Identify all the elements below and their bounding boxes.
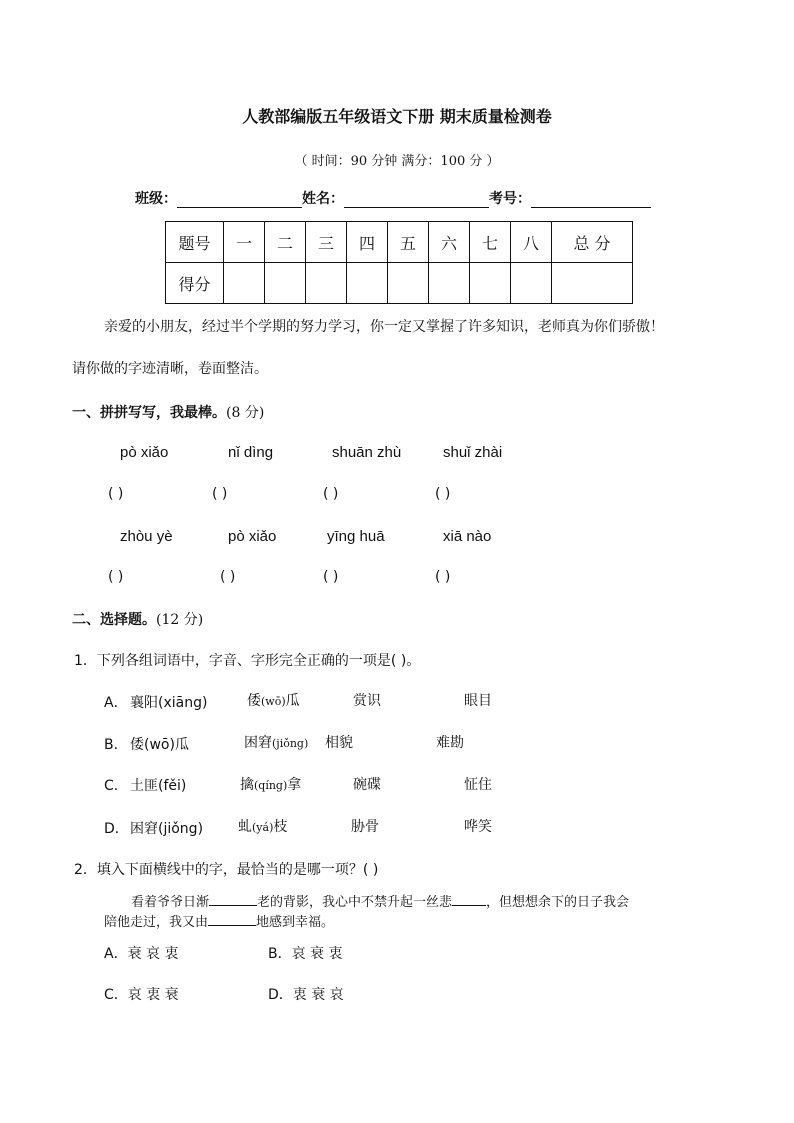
q1-option-text: 碗碟	[353, 777, 381, 793]
number-field[interactable]	[531, 189, 651, 208]
section-1-heading	[72, 402, 264, 422]
q2-option-label: B．	[268, 946, 292, 962]
q1-option-d-label[interactable]: D．	[104, 821, 129, 837]
pinyin-item: shuān zhù	[332, 444, 402, 461]
passage-text: 地感到幸福。	[256, 915, 335, 930]
question-1-stem: 1．下列各组词语中，字音、字形完全正确的一项是( )。	[74, 653, 421, 669]
score-cell: 七	[470, 222, 511, 263]
q2-option-b[interactable]	[268, 943, 343, 963]
score-input-cell[interactable]	[429, 263, 470, 304]
class-label: 班级：	[135, 191, 177, 207]
score-cell: 二	[265, 222, 306, 263]
q1-option-text: 胁骨	[351, 819, 379, 835]
q1-option-text: 赏识	[353, 693, 381, 709]
pinyin-item: pò xiǎo	[120, 444, 169, 461]
answer-blank[interactable]: ( )	[212, 486, 228, 502]
q1-option-text	[238, 816, 287, 836]
fill-blank[interactable]	[208, 925, 256, 926]
q1-char: 倭	[247, 693, 261, 709]
q2-option-text: 哀 衰 衷	[291, 946, 343, 962]
pinyin-item: xiā nào	[443, 528, 492, 545]
pinyin-item: shuǐ zhài	[443, 444, 503, 461]
q1-pinyin: (yá)	[252, 821, 274, 834]
q1-char: 枝	[273, 819, 288, 835]
answer-blank[interactable]: ( )	[323, 486, 339, 502]
score-table-header-row	[166, 222, 633, 263]
passage-text: 老的背影，我心中不禁升起一丝悲	[257, 895, 453, 910]
q2-option-text: 衰 哀 衷	[127, 946, 179, 962]
q1-pinyin: (jiǒng)	[272, 737, 309, 750]
score-input-cell[interactable]	[470, 263, 511, 304]
score-input-cell[interactable]	[265, 263, 306, 304]
q1-option-a-label[interactable]: A．	[104, 695, 128, 711]
q1-pinyin: (wō)	[261, 695, 286, 708]
score-cell: 五	[388, 222, 429, 263]
fill-blank[interactable]	[452, 905, 486, 906]
q2-option-d[interactable]	[268, 984, 344, 1004]
pinyin-item: nǐ dìng	[228, 444, 274, 461]
score-table	[165, 221, 633, 304]
score-input-cell[interactable]	[306, 263, 347, 304]
number-label: 考号：	[489, 191, 531, 207]
score-cell: 题号	[166, 222, 224, 263]
q1-option-text: 土匪(fěi)	[130, 778, 187, 794]
pinyin-item: pò xiǎo	[228, 528, 277, 545]
section-1-points: (8 分)	[226, 405, 265, 421]
q1-option-text: 相貌	[325, 735, 353, 751]
score-input-cell[interactable]	[552, 263, 633, 304]
answer-blank[interactable]: ( )	[435, 569, 451, 585]
answer-blank[interactable]: ( )	[323, 569, 339, 585]
q1-char: 擒	[240, 777, 254, 793]
name-label: 姓名：	[302, 191, 344, 207]
q1-option-c-label[interactable]: C．	[104, 778, 128, 794]
pinyin-item: yīng huā	[327, 528, 385, 545]
passage-text: 陪他走过，我又由	[104, 915, 209, 930]
q2-option-text: 衷 衰 哀	[292, 987, 344, 1003]
intro-line-2: 请你做的字迹清晰，卷面整洁。	[72, 361, 268, 377]
answer-blank[interactable]: ( )	[108, 569, 124, 585]
q1-option-b-label[interactable]: B．	[104, 737, 128, 753]
question-2-stem: 2．填入下面横线中的字，最恰当的是哪一项？( )	[74, 862, 379, 878]
score-row-label: 得分	[166, 263, 224, 304]
section-2-points: (12 分)	[156, 612, 204, 628]
score-input-cell[interactable]	[347, 263, 388, 304]
answer-blank[interactable]: ( )	[220, 569, 236, 585]
q1-option-text: 哗笑	[464, 819, 492, 835]
q1-option-text	[240, 774, 301, 794]
section-2-title: 二、选择题。	[72, 612, 156, 628]
score-cell: 三	[306, 222, 347, 263]
q1-option-text: 怔住	[464, 777, 492, 793]
q2-option-label: D．	[268, 987, 293, 1003]
q1-char: 瓜	[285, 693, 300, 709]
q2-option-label: C．	[104, 987, 128, 1003]
q2-option-c[interactable]	[104, 984, 179, 1004]
score-cell: 一	[224, 222, 265, 263]
score-input-cell[interactable]	[388, 263, 429, 304]
section-1-title: 一、拼拼写写，我最棒。	[72, 405, 226, 421]
q2-passage-line-1	[131, 891, 629, 910]
page-title: 人教部编版五年级语文下册 期末质量检测卷	[242, 107, 552, 126]
score-cell: 八	[511, 222, 552, 263]
pinyin-item: zhòu yè	[120, 528, 173, 545]
q2-option-text: 哀 衷 衰	[127, 987, 179, 1003]
q1-option-text: 困窘(jiǒng)	[130, 821, 204, 837]
q1-option-text: 倭(wō)瓜	[130, 737, 189, 753]
answer-blank[interactable]: ( )	[108, 486, 124, 502]
q1-option-text: 眼目	[464, 693, 492, 709]
intro-line-1: 亲爱的小朋友，经过半个学期的努力学习，你一定又掌握了许多知识，老师真为你们骄傲！	[104, 319, 664, 335]
q1-pinyin: (qíng)	[254, 779, 288, 792]
q1-char: 困窘	[244, 735, 272, 751]
fill-blank[interactable]	[209, 905, 257, 906]
score-input-cell[interactable]	[511, 263, 552, 304]
q2-option-label: A．	[104, 946, 128, 962]
q1-option-text: 难勘	[436, 735, 464, 751]
q2-passage-line-2	[104, 911, 334, 930]
passage-text: 看着爷爷日渐	[131, 895, 210, 910]
score-table-score-row	[166, 263, 633, 304]
passage-text: ，但想想余下的日子我会	[486, 895, 630, 910]
q2-option-a[interactable]	[104, 943, 178, 963]
score-cell: 四	[347, 222, 388, 263]
score-input-cell[interactable]	[224, 263, 265, 304]
q1-char: 拿	[287, 777, 302, 793]
q1-option-text: 襄阳(xiāng)	[130, 695, 208, 711]
q1-option-text	[244, 732, 308, 752]
score-cell: 六	[429, 222, 470, 263]
q1-option-text	[247, 690, 300, 710]
section-2-heading	[72, 609, 203, 629]
answer-blank[interactable]: ( )	[435, 486, 451, 502]
student-info	[135, 188, 651, 208]
exam-time-score: （ 时间：90 分钟 满分：100 分 ）	[294, 154, 500, 169]
score-cell: 总 分	[552, 222, 633, 263]
q1-char: 虬	[238, 819, 252, 835]
name-field[interactable]	[344, 189, 489, 208]
class-field[interactable]	[177, 189, 302, 208]
